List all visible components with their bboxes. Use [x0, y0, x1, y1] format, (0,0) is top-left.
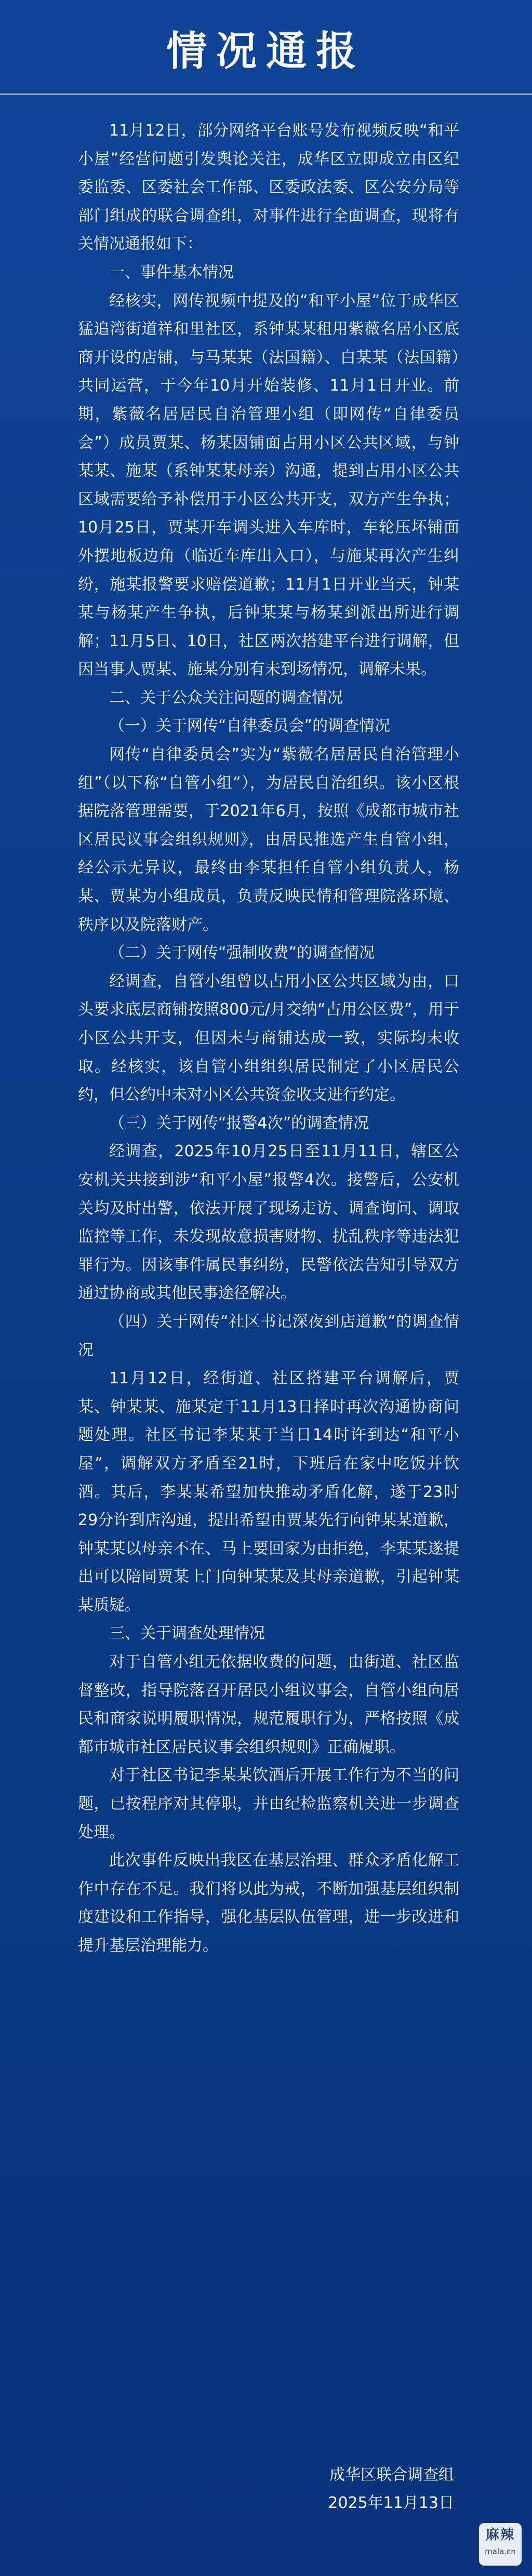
watermark-main-text: 麻辣	[485, 2527, 515, 2543]
subsection-3	[78, 1110, 459, 1308]
section-3-paragraph-3: 此次事件反映出我区在基层治理、群众矛盾化解工作中存在不足。我们将以此为戒，不断加强基层组织制度建设和工作指导，强化基层队伍管理，进一步改进和提升基层治理能力。	[78, 1851, 459, 1955]
watermark-sub-text: mala.cn	[485, 2547, 516, 2556]
subsection-4-label-line1: （四）关于网传“社区书记深夜到店道歉”	[109, 1312, 396, 1331]
subsection-4-label-line2: 的调查情况	[78, 1312, 460, 1359]
title-divider	[0, 94, 532, 95]
subsection-4-text: 11月12日，经街道、社区搭建平台调解后，贾某、钟某某、施某定于11月13日择时再次沟通协商问题处理。社区书记李某某于当日14时许到达“和平小屋”，调解双方矛盾至21时，下班后在家中吃饭并饮酒。其后，李某某希望加快推动矛盾化解，遂于23时29分许到店沟通，提出希望由贾某先行向钟某某道歉，钟某某以母亲不在、马上要回家为由拒绝，李某某遂提出可以陪同贾某上门向钟某某及其母亲道歉，引起钟某某质疑。	[78, 1369, 459, 1614]
subsection-4-label	[78, 1308, 459, 1365]
section-1-heading: 一、事件基本情况	[109, 263, 234, 282]
section-3-paragraph-2: 对于社区书记李某某饮酒后开展工作行为不当的问题，已按程序对其停职，并由纪检监察机关进一步调查处理。	[78, 1766, 459, 1841]
subsection-3-text: 经调查，2025年10月25日至11月11日，辖区公安机关共接到涉“和平小屋”报警4次。接警后，公安机关均及时出警，依法开展了现场走访、调查询问、调取监控等工作，未发现故意损害财物、扰乱秩序等违法犯罪行为。因该事件属民事纠纷，民警依法告知引导双方通过协商或其他民事途径解决。	[78, 1142, 459, 1303]
signature-date: 2025年11月13日	[328, 2494, 454, 2512]
site-watermark-logo	[479, 2523, 522, 2566]
section-3-heading: 三、关于调查处理情况	[109, 1624, 265, 1643]
page-title: 情况通报	[166, 28, 366, 75]
subsection-2-label: （二）关于网传“强制收费”的调查情况	[109, 944, 375, 963]
signature-block	[78, 2461, 459, 2517]
subsection-2	[78, 939, 459, 1110]
section-3-paragraph-1: 对于自管小组无依据收费的问题，由街道、社区监督整改，指导院落召开居民小组议事会，自管小组向居民和商家说明履职情况，规范履职行为，严格按照《成都市城市社区居民议事会组织规则》正确履职。	[78, 1653, 459, 1756]
subsection-2-text: 经调查，自管小组曾以占用小区公共区域为由，口头要求底层商铺按照800元/月交纳“占用公区费”，用于小区公共开支，但因未与商铺达成一致，实际均未收取。经核实，该自管小组组织居民制定了小区居民公约，但公约中未对小区公共资金收支进行约定。	[78, 972, 459, 1104]
subsection-1-text: 网传“自律委员会”实为“紫薇名居居民自治管理小组”（以下称“自管小组”），为居民自治组织。该小区根据院落管理需要，于2021年6月，按照《成都市城市社区居民议事会组织规则》，由居民推选产生自管小组，经公示无异议，最终由李某担任自管小组负责人，杨某、贾某为小组成员，负责反映民情和管理院落环境、秩序以及院落财产。	[78, 745, 459, 934]
section-1-text: 经核实，网传视频中提及的“和平小屋”位于成华区猛追湾街道祥和里社区，系钟某某租用紫薇名居小区底商开设的店铺，与马某某（法国籍）、白某某（法国籍）共同运营，于今年10月开始装修、11月1日开业。前期，紫薇名居居民自治管理小组（即网传“自律委员会”）成员贾某、杨某因铺面占用小区公共区域，与钟某某、施某（系钟某某母亲）沟通，提到占用小区公共区域需要给予补偿用于小区公共开支，双方产生争执；10月25日，贾某开车调头进入车库时，车轮压坏铺面外摆地板边角（临近车库出入口），与施某再次产生纠纷，施某报警要求赔偿道歉；11月1日开业当天，钟某某与杨某产生争执，后钟某某与杨某到派出所进行调解；11月5日、10日，社区两次搭建平台进行调解，但因当事人贾某、施某分别有未到场情况，调解未果。	[78, 291, 459, 679]
report-body	[78, 117, 459, 1960]
intro-paragraph: 11月12日，部分网络平台账号发布视频反映“和平小屋”经营问题引发舆论关注，成华区立即成立由区纪委监委、区委社会工作部、区委政法委、区公安分局等部门组成的联合调查组，对事件进行全面调查，现将有关情况通报如下：	[78, 122, 459, 253]
subsection-4	[78, 1308, 459, 1620]
subsection-1-label: （一）关于网传“自律委员会”的调查情况	[109, 717, 391, 736]
subsection-3-label: （三）关于网传“报警4次”的调查情况	[109, 1114, 369, 1132]
subsection-1	[78, 712, 459, 939]
signature-org: 成华区联合调查组	[329, 2466, 454, 2484]
section-2-heading: 二、关于公众关注问题的调查情况	[109, 688, 343, 707]
